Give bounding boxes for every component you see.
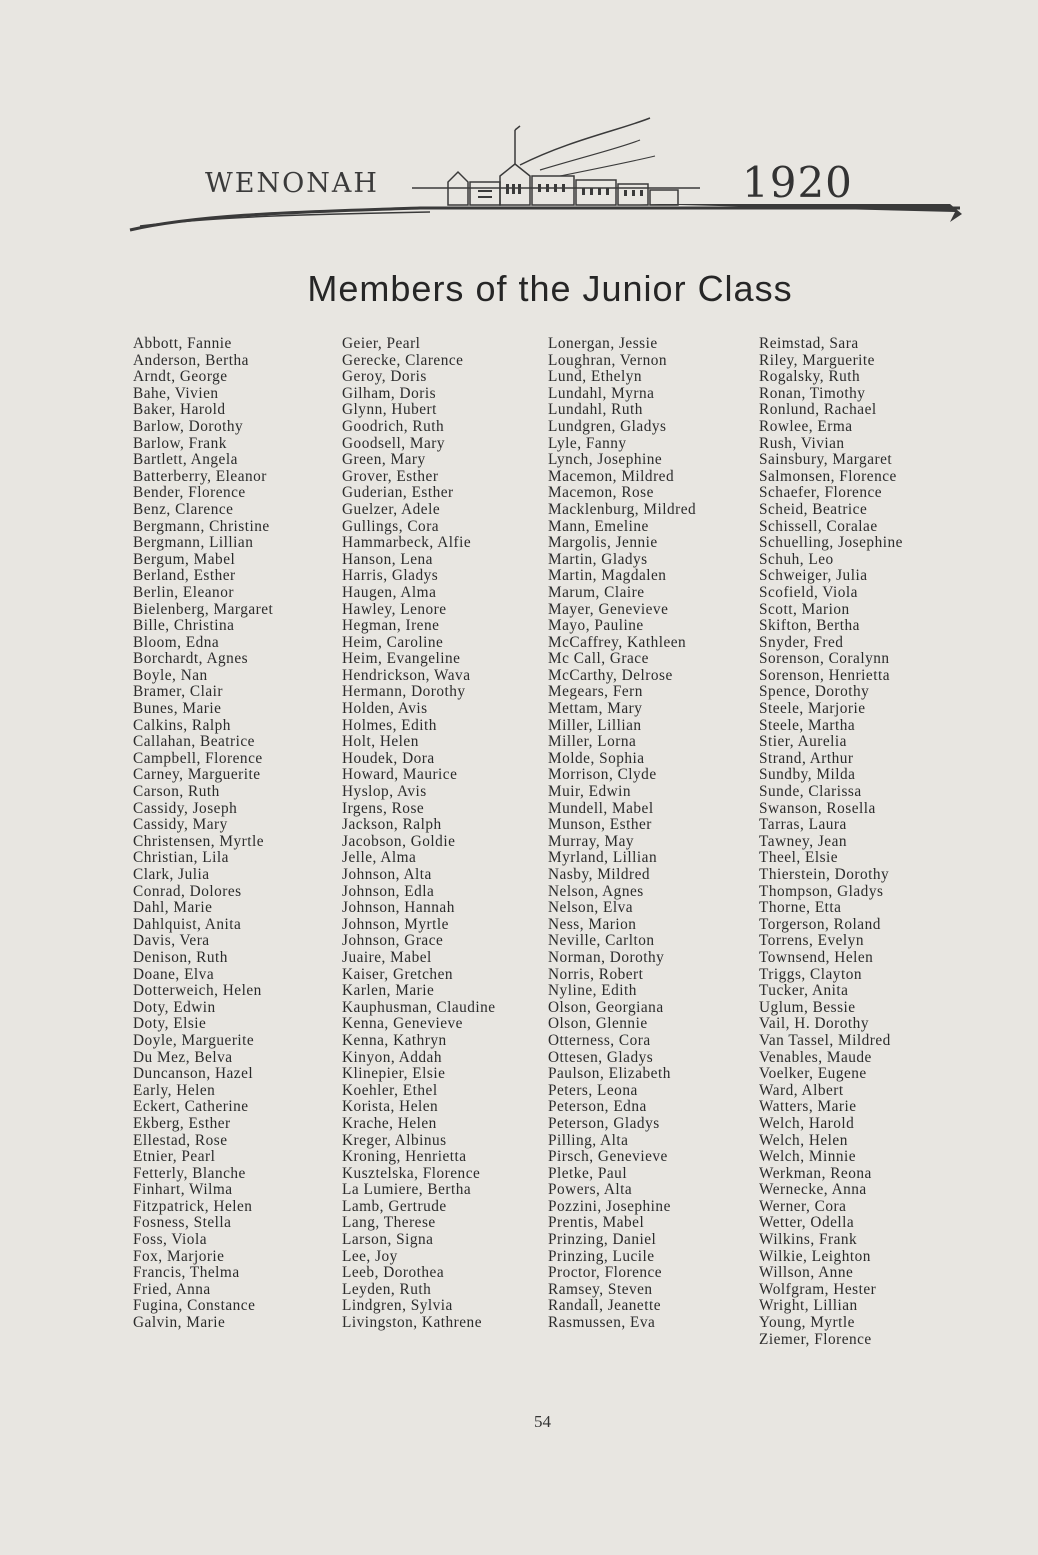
member-name: Triggs, Clayton (759, 965, 862, 983)
member-name: Lyle, Fanny (548, 434, 627, 452)
member-name: Margolis, Jennie (548, 534, 658, 552)
member-name: Johnson, Alta (342, 866, 432, 883)
member-name: Norman, Dorothy (548, 948, 665, 966)
member-name: Scofield, Viola (759, 583, 858, 601)
member-name: Ziemer, Florence (759, 1330, 872, 1348)
member-name: Welch, Harold (759, 1114, 855, 1132)
member-name: Conrad, Dolores (133, 882, 242, 900)
member-name: Schuh, Leo (759, 550, 834, 568)
member-name: Peters, Leona (548, 1081, 638, 1099)
member-name: Schuelling, Josephine (759, 534, 903, 552)
member-name: McCaffrey, Kathleen (548, 633, 687, 651)
member-name: Jackson, Ralph (342, 816, 442, 834)
member-name: Welch, Minnie (759, 1148, 857, 1166)
member-name: Uglum, Bessie (759, 998, 856, 1016)
member-name: Molde, Sophia (548, 749, 645, 767)
member-name: Fosness, Stella (133, 1214, 232, 1232)
member-name: McCarthy, Delrose (548, 666, 673, 684)
member-name: Irgens, Rose (342, 799, 425, 817)
member-name: Wolfgram, Hester (759, 1280, 877, 1298)
member-name: Megears, Fern (548, 683, 643, 701)
member-name: Pozzini, Josephine (548, 1197, 671, 1215)
member-name: Young, Myrtle (759, 1314, 855, 1332)
member-name: Howard, Maurice (342, 766, 458, 784)
member-name: Ellestad, Rose (133, 1131, 228, 1149)
member-name: Proctor, Florence (548, 1264, 663, 1282)
member-name: Welch, Helen (759, 1131, 848, 1149)
member-name: Nyline, Edith (548, 982, 637, 1000)
member-name: Livingston, Kathrene (342, 1314, 482, 1332)
member-name: Muir, Edwin (548, 783, 632, 801)
member-name: Schissell, Coralae (759, 517, 878, 535)
member-name: Morrison, Clyde (548, 766, 657, 784)
member-name: Lang, Therese (342, 1214, 436, 1232)
member-name: Ekberg, Esther (133, 1114, 231, 1132)
member-column-1 (133, 336, 273, 1332)
member-name: Peterson, Edna (548, 1098, 647, 1116)
member-name: Heim, Caroline (342, 633, 444, 651)
member-name: Strand, Arthur (759, 749, 854, 767)
member-name: Finhart, Wilma (133, 1181, 233, 1199)
member-name: Wernecke, Anna (759, 1181, 867, 1199)
member-name: Loughran, Vernon (548, 351, 668, 369)
member-name: Bloom, Edna (133, 633, 220, 651)
member-name: Calkins, Ralph (133, 716, 231, 734)
member-name: Bille, Christina (133, 617, 235, 635)
member-name: Sundby, Milda (759, 766, 856, 784)
member-name: Townsend, Helen (759, 948, 874, 966)
member-name: Paulson, Elizabeth (548, 1065, 671, 1083)
member-name: Bartlett, Angela (133, 451, 238, 469)
member-name: Jacobson, Goldie (342, 832, 456, 850)
member-name: Scheid, Beatrice (759, 500, 868, 518)
member-name: Goodrich, Ruth (342, 417, 445, 435)
member-name: Nasby, Mildred (548, 866, 651, 883)
member-name: Lonergan, Jessie (548, 335, 658, 352)
member-name: Thorne, Etta (759, 899, 842, 917)
member-name: Guelzer, Adele (342, 500, 441, 518)
member-name: Kauphusman, Claudine (342, 998, 496, 1016)
member-name: Sorenson, Henrietta (759, 666, 890, 684)
member-name: Cassidy, Mary (133, 816, 228, 834)
member-name: Lund, Ethelyn (548, 368, 643, 386)
member-name: Kenna, Kathryn (342, 1031, 447, 1049)
member-name: Sainsbury, Margaret (759, 451, 893, 469)
member-name: Heim, Evangeline (342, 650, 461, 668)
member-name: Denison, Ruth (133, 948, 228, 966)
member-name: Fetterly, Blanche (133, 1164, 246, 1182)
member-name: Skifton, Bertha (759, 617, 860, 635)
member-name: Arndt, George (133, 368, 228, 386)
member-name: Theel, Elsie (759, 849, 839, 867)
member-name: Olson, Georgiana (548, 998, 664, 1016)
member-name: Wilkie, Leighton (759, 1247, 871, 1265)
member-name: Fitzpatrick, Helen (133, 1197, 253, 1215)
member-name: Macklenburg, Mildred (548, 500, 697, 518)
member-name: Myrland, Lillian (548, 849, 658, 867)
member-name: Prinzing, Daniel (548, 1231, 657, 1249)
member-name: Bramer, Clair (133, 683, 223, 701)
member-name: Prentis, Mabel (548, 1214, 645, 1232)
page-header (0, 0, 1038, 250)
page-number: 54 (534, 1412, 551, 1431)
member-name: Berland, Esther (133, 567, 236, 585)
member-name: Callahan, Beatrice (133, 733, 255, 751)
member-name: Torrens, Evelyn (759, 932, 864, 950)
member-name: Rush, Vivian (759, 434, 845, 452)
member-name: Prinzing, Lucile (548, 1247, 655, 1265)
member-name: Steele, Marjorie (759, 700, 866, 718)
member-name: Pletke, Paul (548, 1164, 628, 1182)
member-name: Kroning, Henrietta (342, 1148, 467, 1166)
member-name: Sunde, Clarissa (759, 783, 862, 801)
member-name: Hanson, Lena (342, 550, 433, 568)
member-name: Martin, Gladys (548, 550, 648, 568)
member-name: Ward, Albert (759, 1081, 844, 1099)
member-name: Rogalsky, Ruth (759, 368, 861, 386)
member-name: Johnson, Grace (342, 932, 444, 950)
member-name: Green, Mary (342, 451, 426, 469)
member-name: Hammarbeck, Alfie (342, 534, 472, 552)
member-name: Gerecke, Clarence (342, 351, 464, 369)
member-name: Bergmann, Christine (133, 517, 270, 535)
member-name: Kaiser, Gretchen (342, 965, 454, 983)
member-name: Harris, Gladys (342, 567, 439, 585)
member-name: Martin, Magdalen (548, 567, 667, 585)
member-name: Pilling, Alta (548, 1131, 629, 1149)
member-name: Wright, Lillian (759, 1297, 858, 1315)
member-name: Carney, Marguerite (133, 766, 261, 784)
member-name: Hermann, Dorothy (342, 683, 466, 701)
member-name: Karlen, Marie (342, 982, 435, 1000)
member-name: Bender, Florence (133, 484, 246, 502)
member-name: Randall, Jeanette (548, 1297, 661, 1315)
member-name: Abbott, Fannie (133, 335, 232, 352)
member-column-2 (342, 336, 496, 1332)
member-name: Miller, Lorna (548, 733, 637, 751)
member-name: Kinyon, Addah (342, 1048, 442, 1066)
member-name: Kreger, Albinus (342, 1131, 447, 1149)
member-name: Vail, H. Dorothy (759, 1015, 869, 1033)
member-name: Doty, Elsie (133, 1015, 207, 1033)
member-name: Ronan, Timothy (759, 384, 866, 402)
member-name: Pirsch, Genevieve (548, 1148, 668, 1166)
member-name: Christian, Lila (133, 849, 229, 867)
member-name: Van Tassel, Mildred (759, 1031, 891, 1049)
member-name: Klinepier, Elsie (342, 1065, 446, 1083)
member-name: Johnson, Hannah (342, 899, 455, 917)
member-name: Bergum, Mabel (133, 550, 236, 568)
member-name: Marum, Claire (548, 583, 645, 601)
member-name: Dotterweich, Helen (133, 982, 262, 1000)
member-name: Fox, Marjorie (133, 1247, 225, 1265)
header-banner-illustration (0, 0, 1038, 250)
member-name: Foss, Viola (133, 1231, 207, 1249)
member-name: Johnson, Edla (342, 882, 435, 900)
member-name: Schaefer, Florence (759, 484, 883, 502)
member-name: Sorenson, Coralynn (759, 650, 890, 668)
member-name: Guderian, Esther (342, 484, 454, 502)
member-name: Lindgren, Sylvia (342, 1297, 453, 1315)
member-list (0, 336, 1038, 1366)
member-name: Jelle, Alma (342, 849, 417, 867)
member-name: Goodsell, Mary (342, 434, 446, 452)
member-name: Korista, Helen (342, 1098, 439, 1116)
member-name: Larson, Signa (342, 1231, 434, 1249)
member-name: Christensen, Myrtle (133, 832, 265, 850)
member-name: Thompson, Gladys (759, 882, 884, 900)
member-name: Early, Helen (133, 1081, 216, 1099)
member-name: Dahl, Marie (133, 899, 213, 917)
member-name: Borchardt, Agnes (133, 650, 249, 668)
member-name: Watters, Marie (759, 1098, 857, 1116)
member-name: Doane, Elva (133, 965, 215, 983)
member-name: Ronlund, Rachael (759, 401, 877, 419)
member-name: Mettam, Mary (548, 700, 643, 718)
member-name: Hyslop, Avis (342, 783, 427, 801)
member-name: Ness, Marion (548, 915, 637, 933)
member-name: Gilham, Doris (342, 384, 437, 402)
member-name: Hawley, Lenore (342, 600, 447, 618)
member-name: Fugina, Constance (133, 1297, 256, 1315)
member-name: Macemon, Rose (548, 484, 654, 502)
member-name: Powers, Alta (548, 1181, 633, 1199)
member-name: Spence, Dorothy (759, 683, 870, 701)
member-name: Dahlquist, Anita (133, 915, 242, 933)
member-name: Holmes, Edith (342, 716, 437, 734)
member-name: Werner, Cora (759, 1197, 847, 1215)
member-name: Salmonsen, Florence (759, 467, 897, 485)
member-name: Thierstein, Dorothy (759, 866, 890, 883)
member-name: Tarras, Laura (759, 816, 847, 834)
member-name: Swanson, Rosella (759, 799, 876, 817)
member-name: Holden, Avis (342, 700, 428, 718)
member-name: Lee, Joy (342, 1247, 398, 1265)
member-name: Barlow, Dorothy (133, 417, 244, 435)
member-name: Mayer, Genevieve (548, 600, 669, 618)
member-name: Lundahl, Ruth (548, 401, 643, 419)
member-name: Davis, Vera (133, 932, 210, 950)
member-name: Schweiger, Julia (759, 567, 868, 585)
member-name: Lamb, Gertrude (342, 1197, 447, 1215)
member-name: Voelker, Eugene (759, 1065, 867, 1083)
member-name: Munson, Esther (548, 816, 652, 834)
member-name: Torgerson, Roland (759, 915, 881, 933)
member-name: Campbell, Florence (133, 749, 263, 767)
member-name: Mayo, Pauline (548, 617, 644, 635)
member-name: Geroy, Doris (342, 368, 427, 386)
yearbook-year: 1920 (742, 158, 853, 207)
member-name: Johnson, Myrtle (342, 915, 449, 933)
member-name: Venables, Maude (759, 1048, 872, 1066)
member-name: Fried, Anna (133, 1280, 211, 1298)
member-name: Rowlee, Erma (759, 417, 853, 435)
member-name: Steele, Martha (759, 716, 856, 734)
member-name: Duncanson, Hazel (133, 1065, 254, 1083)
member-name: Kenna, Genevieve (342, 1015, 463, 1033)
member-name: Neville, Carlton (548, 932, 655, 950)
member-name: Mundell, Mabel (548, 799, 654, 817)
member-name: Nelson, Agnes (548, 882, 644, 900)
member-name: Reimstad, Sara (759, 335, 859, 352)
member-name: Berlin, Eleanor (133, 583, 234, 601)
member-name: Holt, Helen (342, 733, 419, 751)
member-name: Macemon, Mildred (548, 467, 675, 485)
member-name: Lundahl, Myrna (548, 384, 655, 402)
member-name: Gullings, Cora (342, 517, 440, 535)
member-name: Baker, Harold (133, 401, 226, 419)
member-name: Snyder, Fred (759, 633, 844, 651)
member-name: Rasmussen, Eva (548, 1314, 656, 1332)
member-name: La Lumiere, Bertha (342, 1181, 472, 1199)
member-name: Hendrickson, Wava (342, 666, 471, 684)
member-name: Geier, Pearl (342, 335, 421, 352)
member-name: Ottesen, Gladys (548, 1048, 654, 1066)
member-name: Nelson, Elva (548, 899, 634, 917)
member-name: Lundgren, Gladys (548, 417, 667, 435)
member-name: Scott, Marion (759, 600, 850, 618)
member-column-4 (759, 336, 903, 1348)
member-name: Ramsey, Steven (548, 1280, 653, 1298)
member-name: Galvin, Marie (133, 1314, 226, 1332)
member-name: Norris, Robert (548, 965, 644, 983)
member-name: Wetter, Odella (759, 1214, 855, 1232)
member-name: Cassidy, Joseph (133, 799, 238, 817)
member-name: Hegman, Irene (342, 617, 440, 635)
member-name: Carson, Ruth (133, 783, 220, 801)
member-column-3 (548, 336, 696, 1332)
member-name: Koehler, Ethel (342, 1081, 438, 1099)
member-name: Olson, Glennie (548, 1015, 648, 1033)
member-name: Doty, Edwin (133, 998, 216, 1016)
yearbook-name: WENONAH (205, 168, 379, 199)
member-name: Wilkins, Frank (759, 1231, 858, 1249)
member-name: Eckert, Catherine (133, 1098, 249, 1116)
member-name: Mann, Emeline (548, 517, 649, 535)
member-name: Werkman, Reona (759, 1164, 872, 1182)
member-name: Glynn, Hubert (342, 401, 437, 419)
member-name: Anderson, Bertha (133, 351, 249, 369)
member-name: Kusztelska, Florence (342, 1164, 481, 1182)
member-name: Bunes, Marie (133, 700, 222, 718)
member-name: Francis, Thelma (133, 1264, 240, 1282)
member-name: Grover, Esther (342, 467, 439, 485)
member-name: Leyden, Ruth (342, 1280, 432, 1298)
member-name: Juaire, Mabel (342, 948, 432, 966)
member-name: Mc Call, Grace (548, 650, 649, 668)
member-name: Riley, Marguerite (759, 351, 875, 369)
member-name: Otterness, Cora (548, 1031, 651, 1049)
member-name: Haugen, Alma (342, 583, 437, 601)
member-name: Krache, Helen (342, 1114, 437, 1132)
member-name: Barlow, Frank (133, 434, 227, 452)
member-name: Tucker, Anita (759, 982, 849, 1000)
member-name: Etnier, Pearl (133, 1148, 216, 1166)
member-name: Peterson, Gladys (548, 1114, 660, 1132)
member-name: Lynch, Josephine (548, 451, 663, 469)
member-name: Tawney, Jean (759, 832, 848, 850)
member-name: Stier, Aurelia (759, 733, 847, 751)
member-name: Leeb, Dorothea (342, 1264, 445, 1282)
member-name: Benz, Clarence (133, 500, 234, 518)
member-name: Bielenberg, Margaret (133, 600, 274, 618)
member-name: Miller, Lillian (548, 716, 642, 734)
member-name: Batterberry, Eleanor (133, 467, 267, 485)
member-name: Clark, Julia (133, 866, 210, 883)
member-name: Doyle, Marguerite (133, 1031, 255, 1049)
page-title: Members of the Junior Class (307, 268, 793, 309)
member-name: Murray, May (548, 832, 635, 850)
member-name: Boyle, Nan (133, 666, 208, 684)
member-name: Du Mez, Belva (133, 1048, 233, 1066)
member-name: Houdek, Dora (342, 749, 435, 767)
member-name: Bergmann, Lillian (133, 534, 254, 552)
member-name: Willson, Anne (759, 1264, 854, 1282)
member-name: Bahe, Vivien (133, 384, 219, 402)
